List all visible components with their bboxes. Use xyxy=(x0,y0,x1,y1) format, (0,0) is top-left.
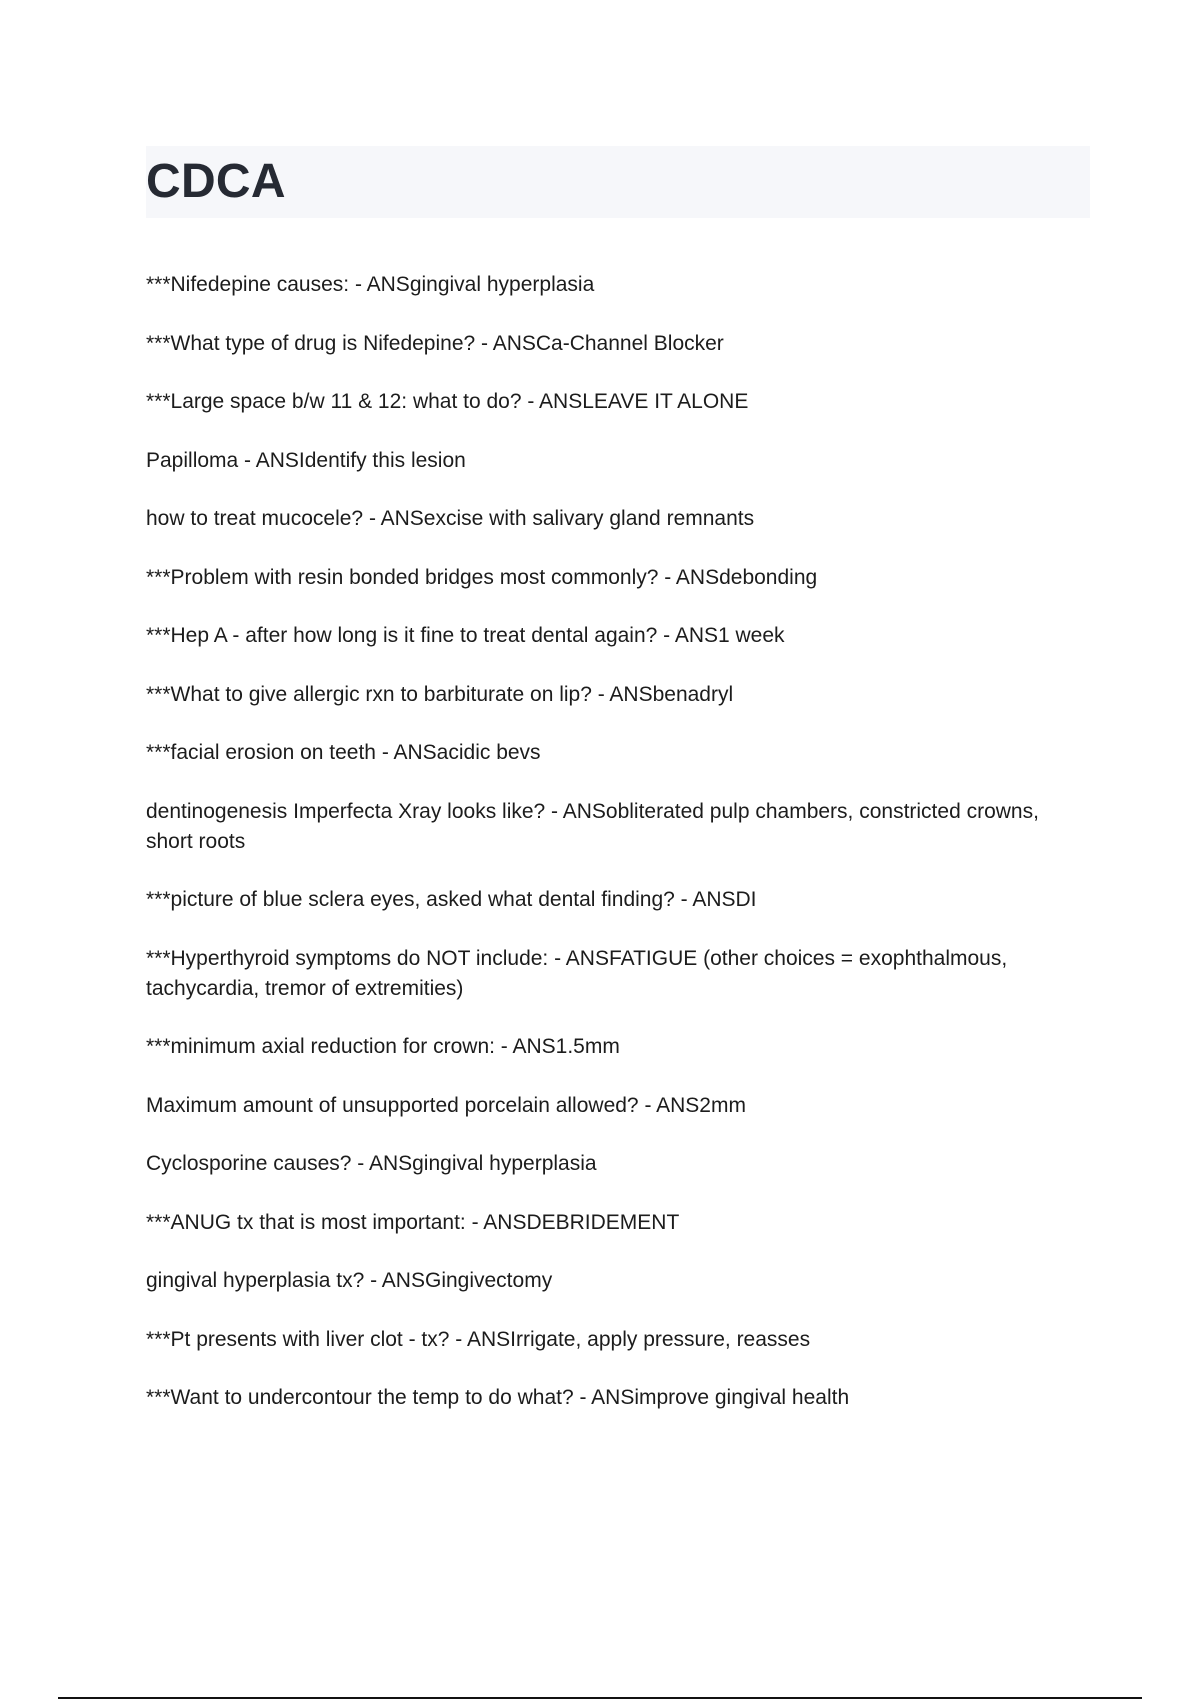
list-item: ***minimum axial reduction for crown: - ANS1.5mm xyxy=(146,1035,620,1058)
list-item: ***facial erosion on teeth - ANSacidic bevs xyxy=(146,741,541,764)
list-item: dentinogenesis Imperfecta Xray looks like? - ANSobliterated pulp chambers, constricted crowns, short roots xyxy=(146,799,1039,853)
list-item: ***ANUG tx that is most important: - ANSDEBRIDEMENT xyxy=(146,1210,680,1234)
list-item: ***Large space b/w 11 & 12: what to do? - ANSLEAVE IT ALONE xyxy=(146,390,749,413)
qa-list xyxy=(146,270,1076,1442)
list-item: ***Want to undercontour the temp to do what? - ANSimprove gingival health xyxy=(146,1386,850,1409)
page-title: CDCA xyxy=(146,155,286,208)
list-item: gingival hyperplasia tx? - ANSGingivectomy xyxy=(146,1269,553,1292)
list-item: how to treat mucocele? - ANSexcise with salivary gland remnants xyxy=(146,507,755,530)
list-item: ***Pt presents with liver clot - tx? - ANSIrrigate, apply pressure, reasses xyxy=(146,1327,811,1351)
list-item: ***What to give allergic rxn to barbiturate on lip? - ANSbenadryl xyxy=(146,682,734,706)
list-item: ***Problem with resin bonded bridges most commonly? - ANSdebonding xyxy=(146,565,818,589)
list-item: Papilloma - ANSIdentify this lesion xyxy=(146,448,466,472)
list-item: ***Hyperthyroid symptoms do NOT include: - ANSFATIGUE (other choices = exophthalmous, tachycardia, tremor of extremities) xyxy=(146,946,1008,1000)
title-banner xyxy=(146,146,1090,218)
list-item: ***Nifedepine causes: - ANSgingival hyperplasia xyxy=(146,273,595,296)
list-item: ***picture of blue sclera eyes, asked what dental finding? - ANSDI xyxy=(146,888,757,911)
list-item: ***What type of drug is Nifedepine? - ANSCa-Channel Blocker xyxy=(146,331,724,355)
footer-divider xyxy=(58,1697,1142,1699)
list-item: Cyclosporine causes? - ANSgingival hyperplasia xyxy=(146,1152,597,1175)
list-item: Maximum amount of unsupported porcelain allowed? - ANS2mm xyxy=(146,1093,746,1117)
list-item: ***Hep A - after how long is it fine to treat dental again? - ANS1 week xyxy=(146,624,785,647)
